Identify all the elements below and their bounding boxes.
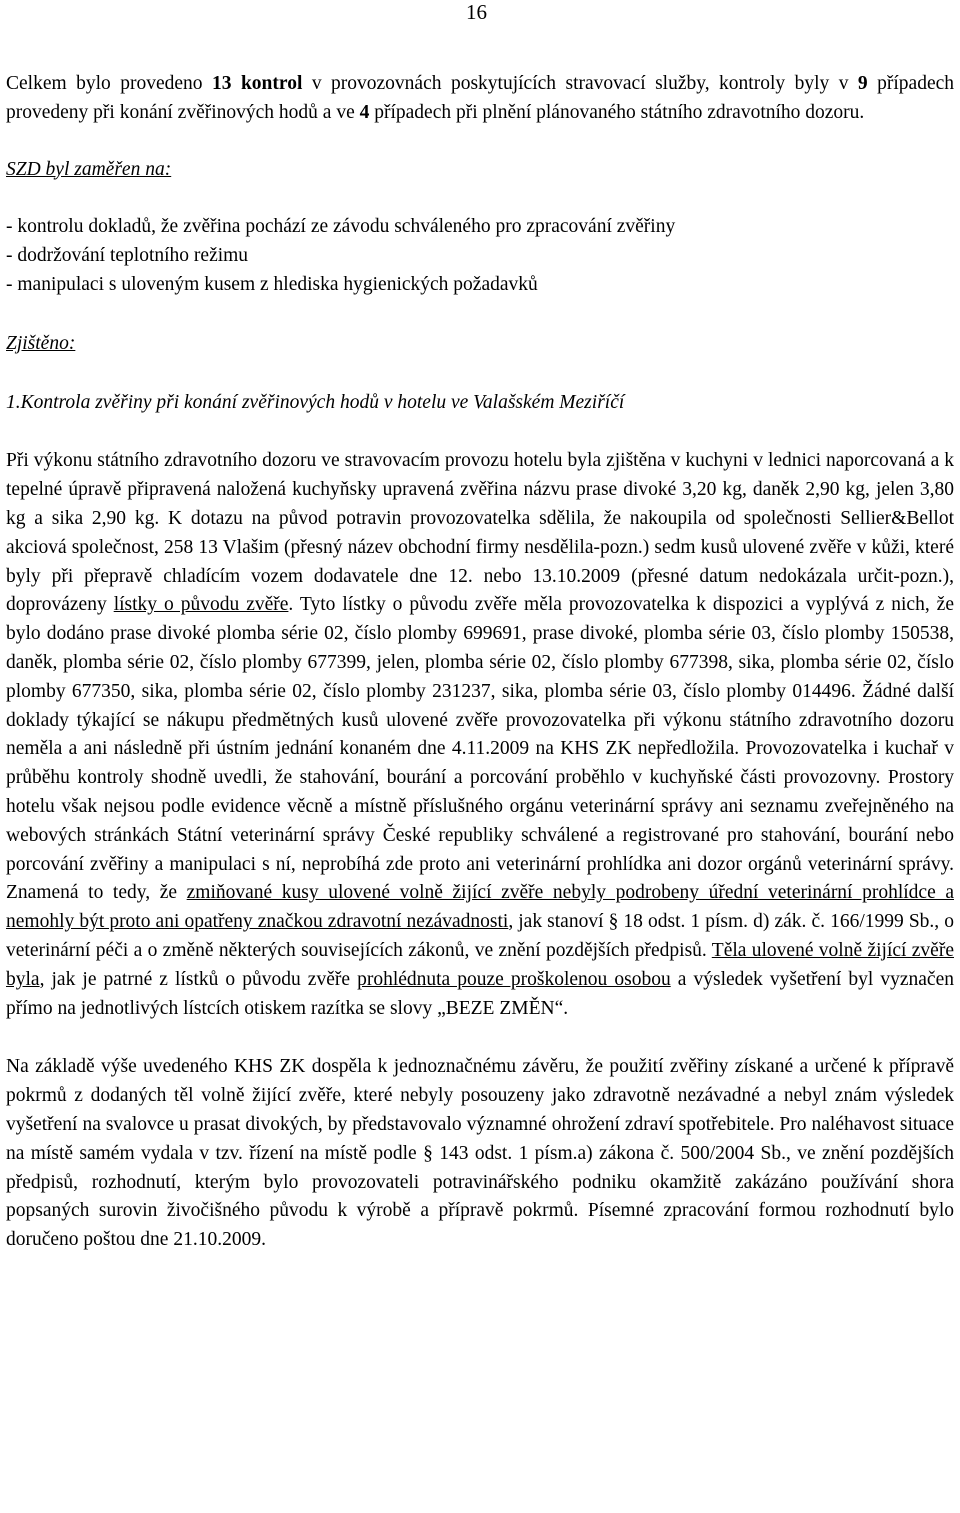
findings-underlined-trained-person: prohlédnuta pouze proškolenou osobou (357, 968, 671, 990)
intro-text-2: v provozovnách poskytujících stravovací služby, kontroly byly v (302, 73, 858, 94)
findings-text-4: , jak je patrné z lístků o původu zvěře (39, 968, 358, 990)
intro-text-3: případech provedeny při konání zvěřinových hodů a ve (6, 73, 955, 123)
findings-text-5: a výsledek vyšetření byl vyznačen přímo na jednotlivých lístcích otiskem razítka se slovy „BEZE ZMĚN“. (6, 968, 954, 1019)
finding-title: 1.Kontrola zvěřiny při konání zvěřinových hodů v hotelu ve Valašském Meziříčí (6, 391, 625, 413)
findings-heading: Zjištěno: (6, 332, 76, 354)
findings-text-3: , jak stanoví § 18 odst. 1 písm. d) zák. č. 166/1999 Sb., o veterinární péči a o změně některých souvisejících zákonů, ve znění pozdějších předpisů. (6, 911, 954, 961)
intro-bold-4: 4 (359, 101, 370, 123)
findings-text-2: . Tyto lístky o původu zvěře měla provozovatelka k dispozici a vyplývá z nich, že bylo dodáno prase divoké plomba série 02, číslo plomby 699691, prase divoké, plomba série 03, číslo plomby 150538, daněk, plomba série 02, číslo plomby 677399, jelen, plomba série 02, číslo plomby 677398, sika, plomba série 02, číslo plomby 677350, sika, plomba série 02, číslo plomby 231237, sika, plomba série 03, číslo plomby 014496. Žádné další doklady týkající se nákupu předmětných kusů ulovené zvěře provozovatelka při výkonu státního zdravotního dozoru neměla a ani následně při ústním jednání konaném dne 4.11.2009 na KHS ZK nepředložila. Provozovatelka i kuchař v průběhu kontroly shodně uvedli, že stahování, bourání a porcování proběhlo v kuchyňské části provozovny. Prostory hotelu však nejsou podle evidence věcně a místně příslušného orgánu veterinární správy ani seznamu zveřejněného na webových stránkách Státní veterinární správy České republiky schválené a registrované pro stahování, bourání nebo porcování zvěřiny a manipulaci s ní, neprobíhá zde proto ani veterinární prohlídka ani dozor orgánů veterinární správy. Znamená to tedy, že (6, 594, 954, 904)
findings-underlined-no-inspection: zmiňované kusy ulovené volně žijící zvěře nebyly podrobeny úřední veterinární prohlídce a nemohly být proto ani opatřeny značkou zdravotní nezávadnosti (6, 882, 954, 933)
intro-paragraph (6, 70, 954, 128)
focus-item-documents: - kontrolu dokladů, že zvěřina pochází ze závodu schváleného pro zpracování zvěřiny (6, 216, 676, 238)
focus-heading: SZD byl zaměřen na: (6, 158, 172, 180)
findings-text-1: Při výkonu státního zdravotního dozoru ve stravovacím provozu hotelu byla zjištěna v kuchyni v lednici naporcovaná a k tepelné úpravě připravená naložená kuchyňsky upravená zvěřina názvu prase divoké 3,20 kg, daněk 2,90 kg, jelen 3,80 kg a sika 2,90 kg. K dotazu na původ potravin provozovatelka sdělila, že nakoupila od společnosti Sellier&Bellot akciová společnost, 258 13 Vlašim (přesný název obchodní firmy nesdělila-pozn.) sedm kusů ulovené zvěře v kůži, které byly při přepravě chladícím vozem dodavatele dne 12. nebo 13.10.2009 (přesné datum nedokázala určit-pozn.), doprovázeny (6, 450, 954, 616)
findings-paragraph (6, 447, 954, 1023)
page-number: 16 (466, 0, 487, 24)
findings-underlined-bodies: Těla ulovené volně žijící zvěře byla (6, 939, 954, 990)
intro-text-1: Celkem bylo provedeno (6, 73, 212, 94)
intro-bold-count: 13 kontrol (212, 73, 303, 94)
intro-bold-9: 9 (857, 73, 868, 94)
findings-underlined-origin-slips: lístky o původu zvěře (113, 594, 289, 616)
document-body (6, 70, 954, 1255)
focus-list (6, 213, 954, 299)
conclusion-paragraph: Na základě výše uvedeného KHS ZK dospěla k jednoznačnému závěru, že použití zvěřiny získané a určené k přípravě pokrmů z dodaných těl volně žijící zvěře, které nebyly posouzeny jako zdravotně nezávadné a nebyl znám výsledek vyšetření na svalovce u prasat divokých, by představovalo významné ohrožení zdraví spotřebitele. Pro naléhavost situace na místě samém vydala v tzv. řízení na místě podle § 143 odst. 1 písm.a) zákona č. 500/2004 Sb., ve znění pozdějších předpisů, rozhodnutí, kterým bylo provozovateli potravinářského podniku okamžitě zakázáno používání shora popsaných surovin živočišného původu k výrobě a přípravě pokrmů. Písemné zpracování formou rozhodnutí bylo doručeno poštou dne 21.10.2009. (6, 1056, 954, 1251)
focus-item-handling: - manipulaci s uloveným kusem z hlediska hygienických požadavků (6, 273, 538, 295)
intro-text-4: případech při plnění plánovaného státního zdravotního dozoru. (369, 101, 865, 123)
focus-item-temperature: - dodržování teplotního režimu (6, 245, 249, 267)
